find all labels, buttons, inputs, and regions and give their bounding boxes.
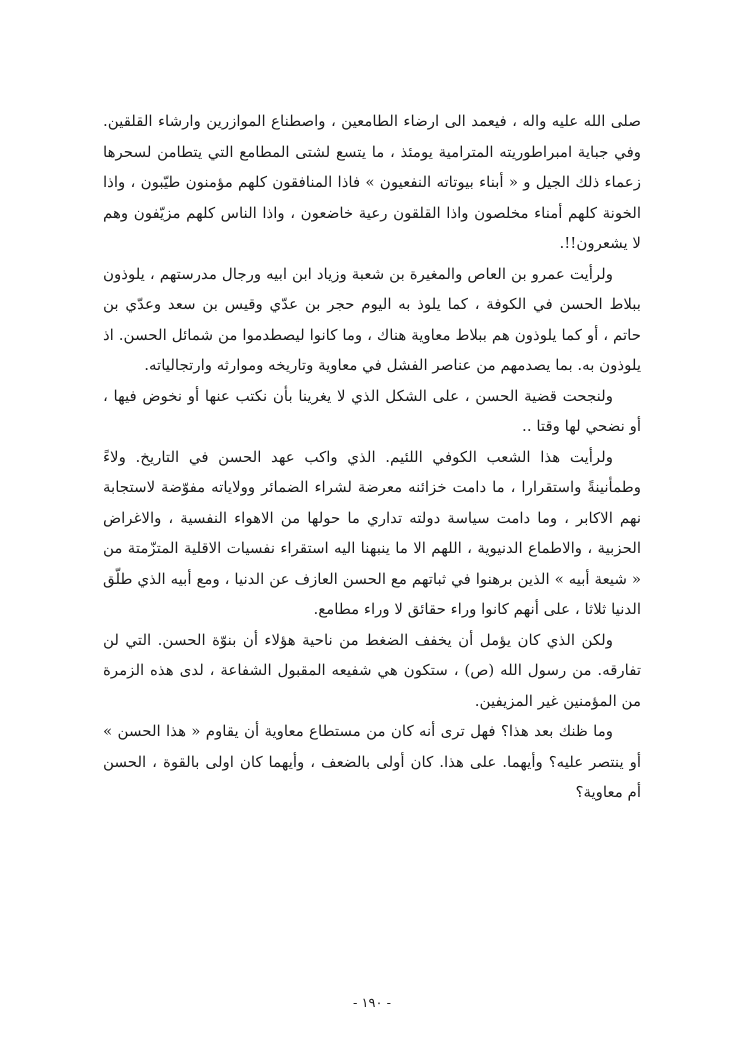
paragraph-5: ولكن الذي كان يؤمل أن يخفف الضغط من ناحية هؤلاء أن بنوّة الحسن. التي لن تفارقه. من رسول الله (ص) ، ستكون هي شفيعه المقبول الشفاعة ، لدى هذه الزمرة من المؤمنين غير المزيفين.	[103, 630, 641, 710]
paragraph-6: وما ظنك بعد هذا؟ فهل ترى أنه كان من مستطاع معاوية أن يقاوم « هذا الحسن » أو ينتصر عليه؟ وأيهما. على هذا. كان أولى بالضعف ، وأيهما كان اولى بالقوة ، الحسن أم معاوية؟	[103, 722, 641, 801]
body-text	[103, 106, 641, 808]
paragraph-1: صلى الله عليه واله ، فيعمد الى ارضاء الطامعين ، واصطناع الموازرين وارشاء القلقين. وفي جباية امبراطوريته المترامية يومئذ ، ما يتسع لشتى المطامع التي يتطامن لسحرها زعماء ذلك الجيل و « أبناء بيوتاته النفعيون » فاذا المنافقون كلهم مؤمنون طيّبون ، واذا الخونة كلهم أمناء مخلصون واذا القلقون رعية خاضعون ، واذا الناس كلهم مزيّفون وهم لا يشعرون!!.	[103, 112, 641, 252]
page-number: - ١٩٠ -	[352, 996, 391, 1011]
paragraph-3: ولنجحت قضية الحسن ، على الشكل الذي لا يغرينا بأن نكتب عنها أو نخوض فيها ، أو نضحي لها وقتا ..	[103, 386, 641, 435]
paragraph-4: ولرأيت هذا الشعب الكوفي اللئيم. الذي واكب عهد الحسن في التاريخ. ولاءً وطمأنينةً واستقرارا ، ما دامت خزائنه معرضة لشراء الضمائر وولاياته مفوّضة لاستجابة نهم الاكابر ، وما دامت سياسة دولته تداري ما حولها من الاهواء النفسية ، والاغراض الحزبية ، والاطماع الدنيوية ، اللهم الا ما ينبهنا اليه استقراء نفسيات الاقلية المتزّمتة من « شيعة أبيه » الذين برهنوا في ثباتهم مع الحسن العازف عن الدنيا ، ومع أبيه الذي طلّق الدنيا ثلاثا ، على أنهم كانوا وراء حقائق لا وراء مطامع.	[103, 447, 641, 618]
paragraph-2: ولرأيت عمرو بن العاص والمغيرة بن شعبة وزياد ابن ابيه ورجال مدرستهم ، يلوذون ببلاط الحسن في الكوفة ، كما يلوذ به اليوم حجر بن عدّي وقيس بن سعد وعدّي بن حاتم ، أو كما يلوذون هم ببلاط معاوية هناك ، وما كانوا ليصطدموا من شمائل الحسن. اذ يلوذون به. بما يصدمهم من عناصر الفشل في معاوية وتاريخه وموارثه وارتجالياته.	[103, 264, 641, 374]
